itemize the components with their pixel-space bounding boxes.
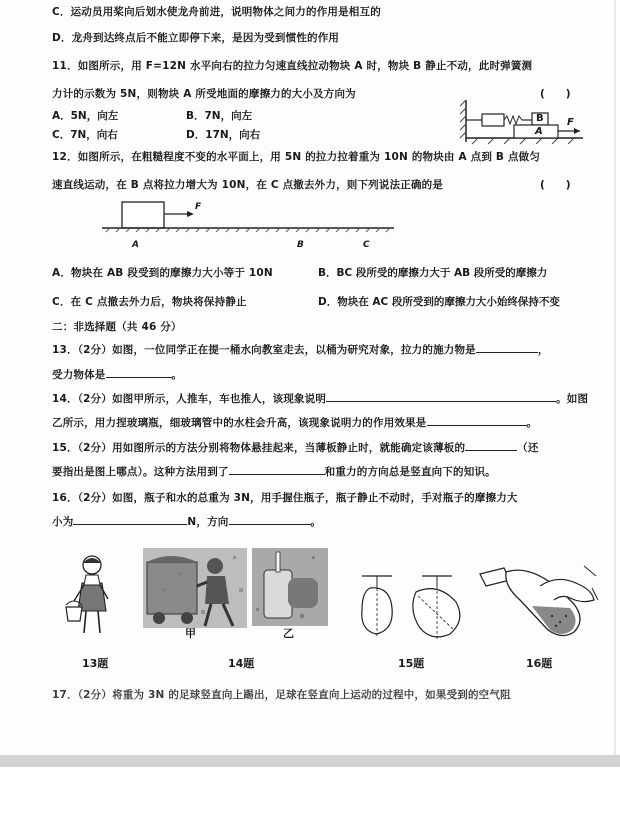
q12-point-c: C <box>363 240 370 250</box>
fig14-label-jia: 甲 <box>185 627 196 640</box>
blank-area <box>0 767 620 819</box>
q13-line2 <box>52 367 182 382</box>
q10-option-c: C．运动员用桨向后划水使龙舟前进，说明物体之间力的作用是相互的 <box>52 6 381 18</box>
q12-point-a: A <box>132 240 139 250</box>
fig14-jia-push-cart <box>143 548 247 628</box>
section-heading: 二：非选择题（共 46 分） <box>52 321 182 333</box>
q11-option-c: C．7N，向右 <box>52 129 118 141</box>
q13-stem-2: 受力物体是 <box>52 369 106 381</box>
fig14-label-yi: 乙 <box>283 627 294 640</box>
q12-option-c: C．在 C 点撤去外力后，物块将保持静止 <box>52 296 247 308</box>
q16-line1: 16．（2分）如图，瓶子和水的总重为 3N，用手握住瓶子，瓶子静止不动时，手对瓶子的摩擦力大 <box>52 492 518 504</box>
caption-fig13: 13题 <box>82 657 109 670</box>
q11-option-b: B．7N，向左 <box>186 110 253 122</box>
q12-stem-line1: 12．如图所示，在粗糙程度不变的水平面上，用 5N 的拉力拉着重为 10N 的物块由 A 点到 B 点做匀 <box>52 151 541 163</box>
q13-line1 <box>52 342 549 357</box>
q13-comma: ， <box>537 344 549 356</box>
q11-fig-label-b: B <box>536 113 544 124</box>
q12-option-b: B．BC 段所受的摩擦力大于 AB 段所受的摩擦力 <box>318 267 548 279</box>
q12-point-b: B <box>297 240 304 250</box>
q11-fig-label-f: F <box>567 117 574 128</box>
q15-blank-1[interactable] <box>465 440 517 451</box>
q16-stem-2: N，方向 <box>187 516 229 528</box>
q15-stem-tail: （还 <box>517 442 539 454</box>
q13-stem: 13．（2分）如图，一位同学正在提一桶水向教室走去，以桶为研究对象，拉力的施力物是 <box>52 344 476 356</box>
q15-stem-2: 要指出是图上哪点）。这种方法用到了 <box>52 466 229 478</box>
q16-blank-1[interactable] <box>73 514 187 525</box>
q12-fig-label-f: F <box>195 202 202 212</box>
q12-option-a: A．物块在 AB 段受到的摩擦力大小等于 10N <box>52 267 273 279</box>
q11-option-a: A．5N，向左 <box>52 110 119 122</box>
caption-fig16: 16题 <box>526 657 553 670</box>
q11-answer-paren: ( ) <box>540 88 571 100</box>
q14-dot: 。 <box>526 417 538 429</box>
q14-line1 <box>52 391 588 406</box>
page-separator <box>0 755 620 767</box>
caption-fig14: 14题 <box>228 657 255 670</box>
q17-partial-line: 17．（2分）将重为 3N 的足球竖直向上踢出，足球在竖直向上运动的过程中，如果受到的空气阻 <box>52 689 511 701</box>
q15-line2 <box>52 464 496 479</box>
q15-stem: 15．（2分）用如图所示的方法分别将物体悬挂起来，当薄板静止时，就能确定该薄板的 <box>52 442 466 454</box>
q14-blank-1[interactable] <box>326 391 556 402</box>
fig16-hand-bottle <box>470 560 600 644</box>
q11-stem-line1: 11．如图所示，用 F=12N 水平向右的拉力匀速直线拉动物块 A 时，物块 B 静止不动，此时弹簧测 <box>52 60 533 72</box>
q14-blank-2[interactable] <box>427 415 527 426</box>
q11-option-d: D．17N，向右 <box>186 129 261 141</box>
q16-line2 <box>52 514 321 529</box>
q13-blank-1[interactable] <box>476 342 538 353</box>
fig14-yi-glass-bottle <box>252 548 328 626</box>
q14-stem: 14．（2分）如图甲所示，人推车，车也推人，该现象说明 <box>52 393 327 405</box>
fig15-suspended-plates <box>356 570 468 644</box>
q12-answer-paren: ( ) <box>540 179 571 191</box>
q14-stem-tail: 。如图 <box>556 393 589 405</box>
q13-dot: 。 <box>171 369 183 381</box>
q15-line1 <box>52 440 539 455</box>
q15-blank-2[interactable] <box>229 464 325 475</box>
fig13-girl-bucket <box>60 553 120 643</box>
q13-blank-2[interactable] <box>106 367 172 378</box>
q12-option-d: D．物块在 AC 段所受到的摩擦力大小始终保持不变 <box>318 296 560 308</box>
caption-fig15: 15题 <box>398 657 425 670</box>
q16-stem: 小为 <box>52 516 74 528</box>
q16-dot: 。 <box>310 516 322 528</box>
q12-figure <box>102 198 402 238</box>
q10-option-d: D．龙舟到达终点后不能立即停下来，是因为受到惯性的作用 <box>52 32 340 44</box>
q15-stem-3: 和重力的方向总是竖直向下的知识。 <box>324 466 496 478</box>
q11-stem-line2: 力计的示数为 5N，则物块 A 所受地面的摩擦力的大小及方向为 <box>52 88 356 100</box>
q12-stem-line2: 速直线运动，在 B 点将拉力增大为 10N，在 C 点撤去外力，则下列说法正确的是 <box>52 179 444 191</box>
q16-blank-2[interactable] <box>229 514 311 525</box>
q14-stem-2: 乙所示，用力捏玻璃瓶，细玻璃管中的水柱会升高，该现象说明力的作用效果是 <box>52 417 427 429</box>
q14-line2 <box>52 415 537 430</box>
q11-fig-label-a: A <box>535 126 543 137</box>
